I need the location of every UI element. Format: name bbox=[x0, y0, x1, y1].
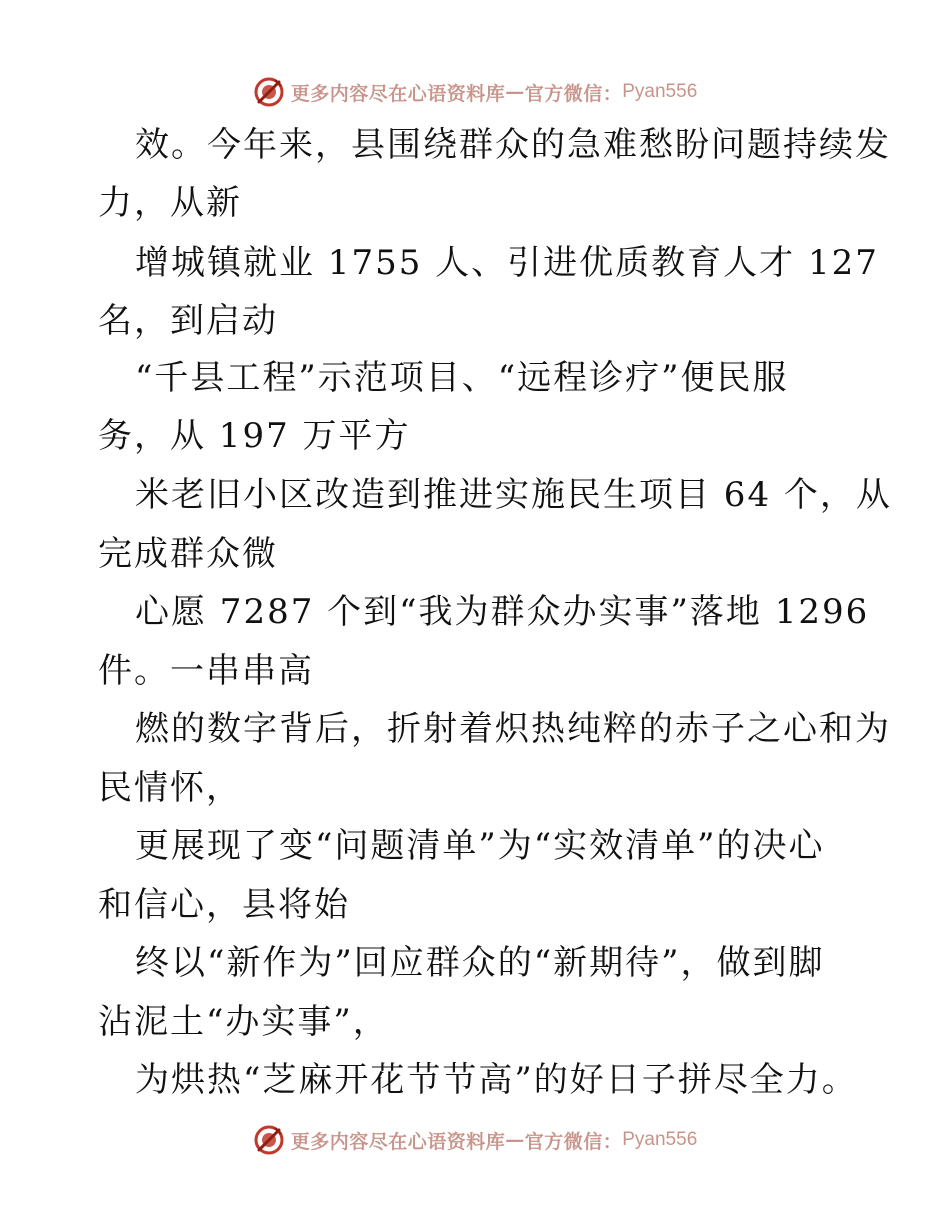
text-line: 务，从 197 万平方 bbox=[98, 416, 411, 456]
watermark-wechat-id: Pyan556 bbox=[622, 81, 698, 102]
watermark-wechat-label: 官方微信： bbox=[524, 1130, 623, 1153]
header-watermark bbox=[0, 72, 950, 112]
text-line: 名，到启动 bbox=[98, 301, 278, 341]
watermark-main-text: 更多内容尽在心语资料库 bbox=[290, 82, 506, 105]
watermark-main-text: 更多内容尽在心语资料库 bbox=[290, 1130, 506, 1153]
text-line: 更展现了变“问题清单”为“实效清单”的决心 bbox=[135, 826, 825, 866]
text-line: 燃的数字背后，折射着炽热纯粹的赤子之心和为 bbox=[135, 709, 891, 749]
seal-logo-icon bbox=[253, 1124, 285, 1156]
watermark-dash: — bbox=[505, 1129, 525, 1151]
footer-watermark bbox=[0, 1120, 950, 1160]
text-line: 米老旧小区改造到推进实施民生项目 64 个，从 bbox=[135, 475, 892, 515]
text-line: 完成群众微 bbox=[98, 534, 278, 574]
text-line: 件。一串串高 bbox=[98, 651, 314, 691]
text-line: “千县工程”示范项目、“远程诊疗”便民服 bbox=[135, 358, 789, 398]
text-line: 为烘热“芝麻开花节节高”的好日子拼尽全力。 bbox=[135, 1060, 858, 1100]
text-line: 力，从新 bbox=[98, 183, 242, 223]
text-line: 效。今年来，县围绕群众的急难愁盼问题持续发 bbox=[135, 125, 891, 165]
text-line: 终以“新作为”回应群众的“新期待”，做到脚 bbox=[135, 943, 825, 983]
text-line: 民情怀， bbox=[98, 768, 242, 808]
text-line: 和信心，县将始 bbox=[98, 885, 350, 925]
seal-logo-icon bbox=[253, 76, 285, 108]
watermark-dash: — bbox=[505, 81, 525, 103]
watermark-wechat-label: 官方微信： bbox=[524, 82, 623, 105]
watermark-wechat-id: Pyan556 bbox=[622, 1129, 698, 1150]
text-line: 增城镇就业 1755 人、引进优质教育人才 127 bbox=[135, 243, 879, 283]
text-line: 心愿 7287 个到“我为群众办实事”落地 1296 bbox=[135, 592, 870, 632]
text-line: 沾泥土“办实事”， bbox=[98, 1002, 389, 1042]
